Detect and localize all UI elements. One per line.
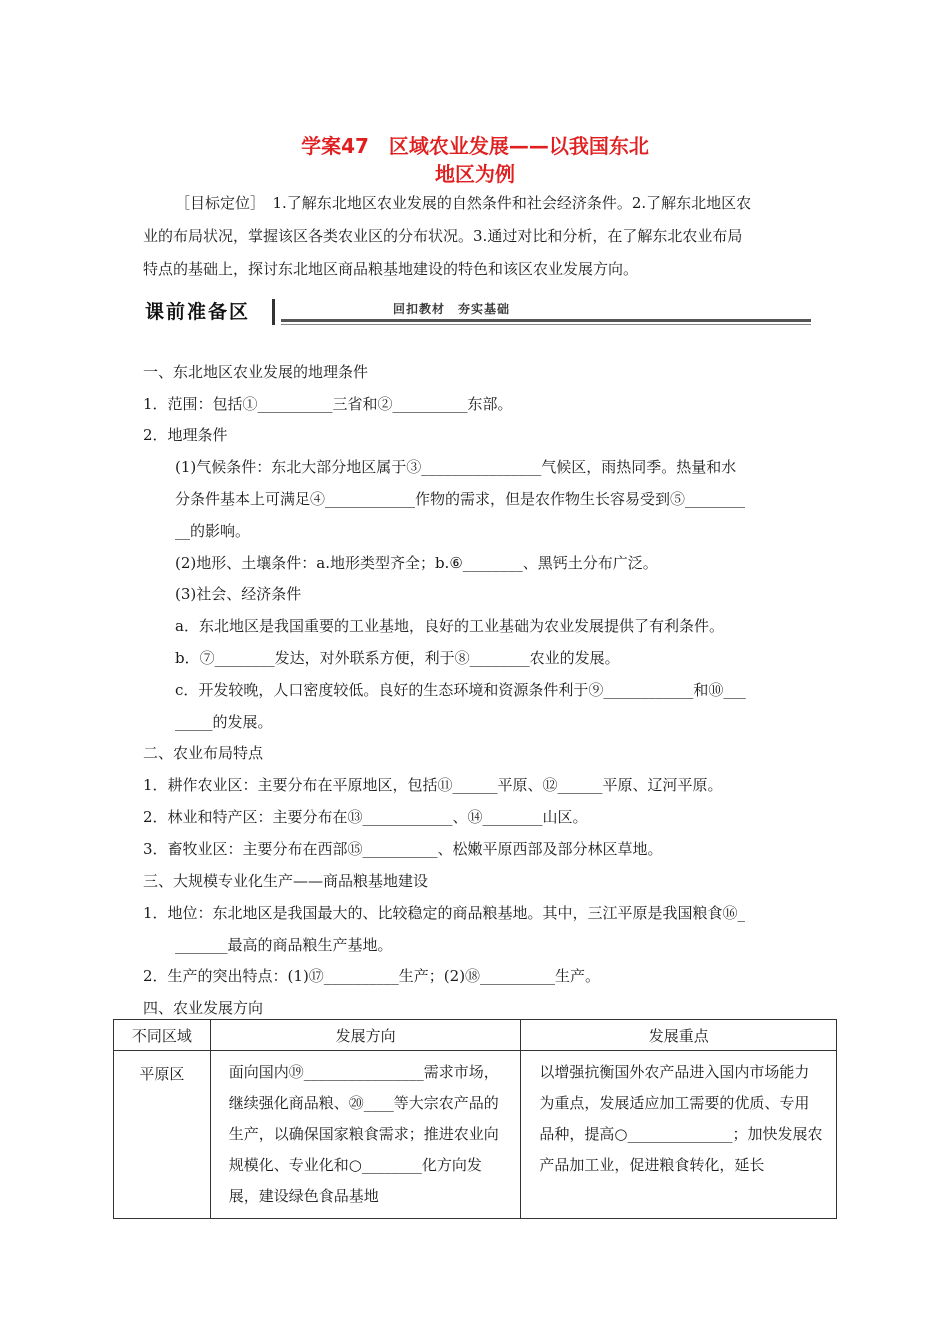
page-title-line2: 地区为例 <box>435 162 515 186</box>
s1-item-1: 1．范围：包括①__________三省和②__________东部。 <box>143 395 513 413</box>
s1-socioeconomic: (3)社会、经济条件 <box>175 585 302 603</box>
s1-point-c-1: c．开发较晚，人口密度较低。良好的生态环境和资源条件利于⑨____________和⑩___ <box>175 681 746 699</box>
s1-point-c-2: _____的发展。 <box>175 713 273 731</box>
s1-item-2: 2．地理条件 <box>143 426 228 444</box>
s2-item-2: 2．林业和特产区：主要分布在⑬____________、⑭________山区。 <box>143 808 588 826</box>
table-header-cell: 不同区域 <box>114 1020 211 1051</box>
table-cell-focus <box>521 1051 837 1219</box>
banner-subtitle: 回扣教材 夯实基础 <box>393 302 511 316</box>
s1-climate-2: 分条件基本上可满足④____________作物的需求，但是农作物生长容易受到⑤________ <box>175 490 746 508</box>
s3-item-1b: _______最高的商品粮生产基地。 <box>175 936 393 954</box>
page-title: 学案47 区域农业发展——以我国东北 <box>301 134 649 158</box>
banner-label: 课前准备区 <box>143 299 275 325</box>
s3-item-2: 2．生产的突出特点：(1)⑰__________生产；(2)⑱__________生产。 <box>143 967 601 985</box>
table-cell-region: 平原区 <box>114 1051 211 1219</box>
focus-text: 以增强抗衡国外农产品进入国内市场能力为重点，发展适应加工需要的优质、专用品种，提高○______________；加快发展农产品加工业，促进粮食转化，延长 <box>539 1063 823 1174</box>
banner-rule-thin <box>281 324 811 325</box>
table-header-cell: 发展方向 <box>210 1020 521 1051</box>
s1-climate-3: __的影响。 <box>175 522 251 540</box>
banner-rule <box>281 319 811 322</box>
s4-heading: 四、农业发展方向 <box>143 999 264 1017</box>
s1-terrain: (2)地形、土壤条件：a.地形类型齐全；b.⑥________、黑钙土分布广泛。 <box>175 554 658 572</box>
goals-line-2: 业的布局状况，掌握该区各类农业区的分布状况。3.通过对比和分析，在了解东北农业布局 <box>143 227 743 245</box>
s2-heading: 二、农业布局特点 <box>143 744 264 762</box>
direction-text: 面向国内⑲________________需求市场，继续强化商品粮、⑳____等大宗农产品的生产，以确保国家粮食需求；推进农业向规模化、专业化和○________化方向发展，建设绿色食品基地 <box>228 1063 499 1205</box>
section-banner <box>143 297 811 329</box>
s1-point-a: a．东北地区是我国重要的工业基地，良好的工业基础为农业发展提供了有利条件。 <box>175 617 724 635</box>
table-cell-direction <box>210 1051 521 1219</box>
s3-heading: 三、大规模专业化生产——商品粮基地建设 <box>143 872 429 890</box>
goals-line-3: 特点的基础上，探讨东北地区商品粮基地建设的特色和该区农业发展方向。 <box>143 260 639 278</box>
table-row <box>114 1051 837 1219</box>
table-header-cell: 发展重点 <box>521 1020 837 1051</box>
table-header-row <box>114 1020 837 1051</box>
s1-climate-1: (1)气候条件：东北大部分地区属于③________________气候区，雨热同季。热量和水 <box>175 458 737 476</box>
development-table <box>113 1019 837 1219</box>
s1-point-b: b．⑦________发达，对外联系方便，利于⑧________农业的发展。 <box>175 649 620 667</box>
s3-item-1a: 1．地位：东北地区是我国最大的、比较稳定的商品粮基地。其中，三江平原是我国粮食⑯_ <box>143 904 746 922</box>
s2-item-1: 1．耕作农业区：主要分布在平原地区，包括⑪______平原、⑫______平原、辽河平原。 <box>143 776 723 794</box>
s2-item-3: 3．畜牧业区：主要分布在西部⑮__________、松嫩平原西部及部分林区草地。 <box>143 840 663 858</box>
s1-heading: 一、东北地区农业发展的地理条件 <box>143 363 369 381</box>
goals-line-1: ［目标定位］ 1.了解东北地区农业发展的自然条件和社会经济条件。2.了解东北地区农 <box>175 194 752 212</box>
